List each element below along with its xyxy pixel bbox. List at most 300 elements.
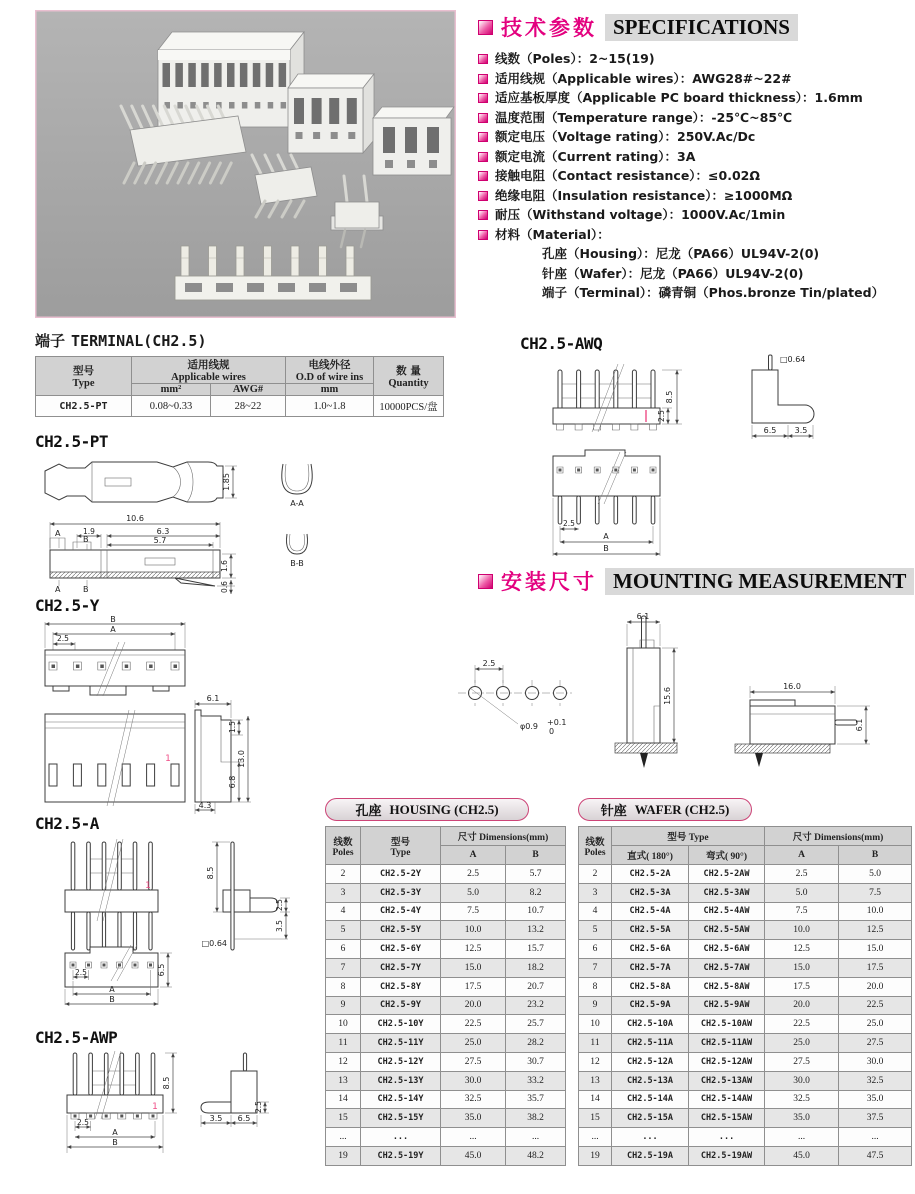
specifications-section — [478, 12, 915, 303]
cell-a: 2.5 — [441, 865, 506, 884]
marker-label: A — [55, 529, 61, 538]
col-header-qty: 数 量 Quantity — [374, 357, 444, 396]
cell-bent: CH2.5-6AW — [689, 940, 765, 959]
cell-straight: CH2.5-19A — [612, 1146, 689, 1165]
drawing-ch2-5-awp — [35, 1045, 335, 1192]
cell-b: ... — [839, 1128, 912, 1147]
a-side-view — [202, 842, 290, 950]
drawing-label-y: CH2.5-Y — [35, 596, 99, 615]
cell-poles: 11 — [579, 1034, 612, 1053]
dim-label: 13.0 — [237, 750, 246, 768]
dim-label: 2.5 — [563, 519, 575, 528]
table-row — [326, 883, 566, 902]
cell-poles: 4 — [326, 902, 361, 921]
table-row — [326, 940, 566, 959]
cell-straight: CH2.5-9A — [612, 996, 689, 1015]
dim-label: 1.9 — [83, 527, 95, 536]
mounting-drawing — [450, 596, 915, 796]
cell-straight: CH2.5-10A — [612, 1015, 689, 1034]
cell-straight: CH2.5-13A — [612, 1071, 689, 1090]
cell-b: 28.2 — [506, 1034, 566, 1053]
cell-poles: 3 — [579, 883, 612, 902]
cell-b: 30.7 — [506, 1052, 566, 1071]
col-header-b: B — [506, 846, 566, 865]
y-side-view — [195, 694, 251, 814]
bullet-square-icon — [478, 152, 488, 162]
cell-qty: 10000PCS/盘 — [374, 396, 444, 417]
dim-label: A — [110, 625, 116, 634]
col-header-dimensions: 尺寸 Dimensions(mm) — [441, 827, 566, 846]
table-row — [326, 1128, 566, 1147]
cell-type: CH2.5-11Y — [361, 1034, 441, 1053]
spec-item — [478, 186, 915, 206]
red-mark: 1 — [145, 881, 151, 891]
awp-side-view — [201, 1053, 269, 1127]
col-header-od: 电线外径 O.D of wire ins — [286, 357, 374, 384]
table-row — [579, 921, 912, 940]
cell-b: 20.7 — [506, 977, 566, 996]
cell-bent: CH2.5-12AW — [689, 1052, 765, 1071]
section-title-en: MOUNTING MEASUREMENT — [605, 568, 914, 595]
cell-type: CH2.5-6Y — [361, 940, 441, 959]
dim-label: 3.5 — [794, 426, 808, 435]
spec-item — [478, 225, 915, 245]
product-photo — [35, 10, 456, 318]
cell-poles: 9 — [579, 996, 612, 1015]
cell-b: 10.0 — [839, 902, 912, 921]
cell-bent: CH2.5-10AW — [689, 1015, 765, 1034]
col-header-bent: 弯式( 90°) — [689, 846, 765, 865]
cell-b: 35.0 — [839, 1090, 912, 1109]
cell-a: 10.0 — [441, 921, 506, 940]
table-row — [326, 1090, 566, 1109]
cell-b: ... — [506, 1128, 566, 1147]
wafer-pill-zh: 针座 — [600, 804, 627, 819]
cell-b: 22.5 — [839, 996, 912, 1015]
cell-straight: CH2.5-5A — [612, 921, 689, 940]
cell-poles: 7 — [326, 958, 361, 977]
spec-item-text: 适用线规（Applicable wires）：AWG28#~22# — [495, 70, 792, 86]
table-row — [326, 1146, 566, 1165]
cell-a: 20.0 — [441, 996, 506, 1015]
cell-bent: CH2.5-7AW — [689, 958, 765, 977]
y-top-view — [45, 615, 185, 696]
cell-poles: 12 — [326, 1052, 361, 1071]
bullet-square-icon — [478, 74, 488, 84]
cell-a: ... — [441, 1128, 506, 1147]
cell-awg: 28~22 — [211, 396, 286, 417]
dim-label: B — [109, 995, 115, 1004]
cell-straight: CH2.5-14A — [612, 1090, 689, 1109]
cell-a: 22.5 — [765, 1015, 839, 1034]
spec-item — [478, 108, 915, 128]
cell-poles: 11 — [326, 1034, 361, 1053]
cell-a: 35.0 — [765, 1109, 839, 1128]
cell-b: 35.7 — [506, 1090, 566, 1109]
cell-poles: 5 — [326, 921, 361, 940]
col-header-wires: 适用线规 Applicable wires — [132, 357, 286, 384]
housing-pill-zh: 孔座 — [355, 804, 382, 819]
dim-label: 6.5 — [237, 1114, 251, 1123]
cell-a: 45.0 — [765, 1146, 839, 1165]
cell-poles: 15 — [326, 1109, 361, 1128]
col-header-mm: mm — [286, 384, 374, 396]
dim-label: 6.1 — [206, 694, 220, 703]
cell-poles: 10 — [326, 1015, 361, 1034]
section-label: B-B — [290, 559, 304, 568]
cell-b: 15.0 — [839, 940, 912, 959]
cell-poles: 13 — [579, 1071, 612, 1090]
red-mark: 1 — [165, 754, 171, 764]
table-row — [579, 902, 912, 921]
table-row — [579, 940, 912, 959]
table-row — [326, 1109, 566, 1128]
section-label: A-A — [290, 499, 304, 508]
pt-section-aa — [282, 464, 312, 508]
bullet-square-icon — [478, 230, 488, 240]
table-row — [326, 996, 566, 1015]
col-header-type: 型号 Type — [36, 357, 132, 396]
cell-poles: 19 — [579, 1146, 612, 1165]
dim-label: 3.5 — [275, 920, 284, 932]
housing-table-body — [326, 865, 566, 1166]
bullet-square-icon — [478, 171, 488, 181]
dim-label: B — [112, 1138, 118, 1147]
table-row — [579, 1146, 912, 1165]
table-row — [326, 1052, 566, 1071]
housing-3pos-photo — [373, 107, 454, 175]
wafer-table-body — [579, 865, 912, 1166]
cell-a: 7.5 — [441, 902, 506, 921]
dim-label: 2.5 — [275, 899, 284, 911]
col-header-poles: 线数 Poles — [326, 827, 361, 865]
spec-item-text: 温度范围（Temperature range）：-25℃~85℃ — [495, 109, 793, 125]
dim-label: 0.6 — [220, 581, 229, 593]
cell-poles: ... — [579, 1128, 612, 1147]
cell-straight: CH2.5-6A — [612, 940, 689, 959]
table-row — [36, 396, 444, 417]
col-header-a: A — [441, 846, 506, 865]
spec-list — [478, 49, 915, 303]
table-row — [579, 865, 912, 884]
dim-label: 6.3 — [156, 527, 170, 536]
dim-label: 2.5 — [254, 1101, 263, 1113]
cell-type: CH2.5-10Y — [361, 1015, 441, 1034]
spec-item-text: 接触电阻（Contact resistance）：≤0.02Ω — [495, 168, 761, 183]
cell-a: 27.5 — [441, 1052, 506, 1071]
a-front-view — [65, 839, 158, 950]
cell-bent: CH2.5-3AW — [689, 883, 765, 902]
cell-bent: CH2.5-15AW — [689, 1109, 765, 1128]
mounting-side-view — [735, 682, 870, 767]
cell-a: 7.5 — [765, 902, 839, 921]
dim-label: 6.5 — [157, 963, 166, 977]
specifications-header — [478, 12, 915, 42]
dim-label: 6.8 — [228, 775, 237, 789]
table-row — [326, 1034, 566, 1053]
terminal-heading-en: TERMINAL(CH2.5) — [71, 332, 207, 350]
bullet-square-icon — [478, 191, 488, 201]
cell-b: 18.2 — [506, 958, 566, 977]
dim-label: 10.6 — [126, 514, 144, 523]
spec-material-sub: 端子（Terminal）：磷青铜（Phos.bronze Tin/plated） — [542, 285, 885, 300]
section-title-zh: 技术参数 — [501, 16, 597, 40]
cell-type: CH2.5-PT — [36, 396, 132, 417]
awp-front-view — [67, 1051, 177, 1153]
spec-item-text: 适应基板厚度（Applicable PC board thickness）：1.6mm — [495, 90, 863, 105]
dim-label: 1.5 — [228, 721, 237, 733]
cell-b: 13.2 — [506, 921, 566, 940]
cell-straight: ... — [612, 1128, 689, 1147]
cell-type: CH2.5-8Y — [361, 977, 441, 996]
cell-bent: ... — [689, 1128, 765, 1147]
spec-item — [478, 69, 915, 89]
housing-10pos-photo — [158, 32, 304, 127]
drawing-label-awp: CH2.5-AWP — [35, 1028, 118, 1047]
table-row — [326, 1015, 566, 1034]
cell-a: 25.0 — [765, 1034, 839, 1053]
cell-straight: CH2.5-15A — [612, 1109, 689, 1128]
bullet-square-icon — [478, 113, 488, 123]
cell-b: 27.5 — [839, 1034, 912, 1053]
a-bottom-view — [65, 945, 172, 1005]
dim-tolerance: +0.1 — [547, 718, 567, 727]
cell-a: 15.0 — [765, 958, 839, 977]
cell-a: 17.5 — [441, 977, 506, 996]
cell-poles: 15 — [579, 1109, 612, 1128]
cell-a: 2.5 — [765, 865, 839, 884]
col-header-awg: AWG# — [211, 384, 286, 396]
wafer-pill-en: WAFER (CH2.5) — [634, 801, 730, 817]
cell-poles: 6 — [326, 940, 361, 959]
dim-label: 16.0 — [783, 682, 801, 691]
cell-a: 35.0 — [441, 1109, 506, 1128]
cell-type: CH2.5-14Y — [361, 1090, 441, 1109]
pink-square-icon — [478, 20, 493, 35]
cell-poles: 8 — [579, 977, 612, 996]
cell-bent: CH2.5-13AW — [689, 1071, 765, 1090]
drawing-label-a: CH2.5-A — [35, 814, 99, 833]
dim-label: 4.3 — [198, 801, 212, 810]
cell-b: 33.2 — [506, 1071, 566, 1090]
spec-item-text: 线数（Poles）：2~15(19) — [495, 51, 655, 66]
table-row — [579, 1090, 912, 1109]
cell-a: 12.5 — [441, 940, 506, 959]
wafer-pill — [578, 798, 752, 821]
cell-bent: CH2.5-9AW — [689, 996, 765, 1015]
cell-b: 25.0 — [839, 1015, 912, 1034]
dim-label: 6.1 — [855, 718, 864, 732]
cell-b: 5.7 — [506, 865, 566, 884]
col-header-type: 型号 Type — [612, 827, 765, 846]
dim-label: B — [110, 615, 116, 624]
dim-label: 15.6 — [663, 687, 672, 705]
mounting-header — [478, 566, 914, 596]
drawing-label-pt: CH2.5-PT — [35, 432, 109, 451]
table-row — [326, 1071, 566, 1090]
cell-straight: CH2.5-11A — [612, 1034, 689, 1053]
drawing-ch2-5-awq — [520, 352, 915, 564]
cell-type: ... — [361, 1128, 441, 1147]
cell-poles: 13 — [326, 1071, 361, 1090]
cell-poles: 4 — [579, 902, 612, 921]
dim-label: 6.1 — [636, 612, 650, 621]
cell-a: 5.0 — [765, 883, 839, 902]
col-header-type: 型号 Type — [361, 827, 441, 865]
table-row — [326, 977, 566, 996]
cell-a: 32.5 — [441, 1090, 506, 1109]
cell-a: 17.5 — [765, 977, 839, 996]
spec-item-text: 耐压（Withstand voltage）：1000V.Ac/1min — [495, 207, 786, 222]
cell-poles: 3 — [326, 883, 361, 902]
cell-type: CH2.5-9Y — [361, 996, 441, 1015]
cell-bent: CH2.5-11AW — [689, 1034, 765, 1053]
table-row — [579, 1109, 912, 1128]
cell-type: CH2.5-12Y — [361, 1052, 441, 1071]
dim-label: φ0.9 — [520, 722, 538, 731]
cell-straight: CH2.5-3A — [612, 883, 689, 902]
col-header-b: B — [839, 846, 912, 865]
cell-b: 30.0 — [839, 1052, 912, 1071]
dim-label: A — [109, 985, 115, 994]
table-row — [579, 1071, 912, 1090]
dim-label: 2.5 — [77, 1118, 89, 1127]
table-row — [579, 1128, 912, 1147]
cell-type: CH2.5-3Y — [361, 883, 441, 902]
bullet-square-icon — [478, 132, 488, 142]
table-row — [579, 883, 912, 902]
cell-bent: CH2.5-14AW — [689, 1090, 765, 1109]
col-header-a: A — [765, 846, 839, 865]
col-header-straight: 直式( 180°) — [612, 846, 689, 865]
awq-bottom-view — [553, 450, 660, 556]
spec-item — [478, 205, 915, 225]
table-row — [326, 921, 566, 940]
dim-label: A — [603, 532, 609, 541]
dim-label: 8.5 — [162, 1076, 171, 1090]
dim-label: 5.7 — [153, 536, 167, 545]
spec-item-text: 绝缘电阻（Insulation resistance）：≥1000MΩ — [495, 187, 793, 203]
cell-a: 25.0 — [441, 1034, 506, 1053]
cell-poles: 6 — [579, 940, 612, 959]
cell-straight: CH2.5-7A — [612, 958, 689, 977]
cell-a: 32.5 — [765, 1090, 839, 1109]
cell-b: 20.0 — [839, 977, 912, 996]
housing-4pos-photo — [288, 74, 374, 153]
cell-a: 12.5 — [765, 940, 839, 959]
table-row — [579, 996, 912, 1015]
cell-b: 7.5 — [839, 883, 912, 902]
cell-b: 32.5 — [839, 1071, 912, 1090]
pt-side-view — [45, 462, 237, 502]
spec-material-sub: 针座（Wafer）：尼龙（PA66）UL94V-2(0) — [542, 265, 804, 281]
terminal-table — [35, 356, 444, 417]
section-title-en: SPECIFICATIONS — [605, 14, 798, 41]
cell-straight: CH2.5-12A — [612, 1052, 689, 1071]
cell-type: CH2.5-15Y — [361, 1109, 441, 1128]
spec-item — [478, 127, 915, 147]
cell-type: CH2.5-19Y — [361, 1146, 441, 1165]
wafer-table — [578, 826, 912, 1166]
cell-type: CH2.5-13Y — [361, 1071, 441, 1090]
cell-type: CH2.5-5Y — [361, 921, 441, 940]
cell-a: ... — [765, 1128, 839, 1147]
dim-label: □0.64 — [780, 355, 806, 364]
mounting-peg — [755, 753, 763, 767]
cell-bent: CH2.5-5AW — [689, 921, 765, 940]
drawing-ch2-5-a — [35, 831, 335, 1013]
cell-a: 22.5 — [441, 1015, 506, 1034]
cell-b: 23.2 — [506, 996, 566, 1015]
dim-label: 2.5 — [57, 634, 69, 643]
cell-poles: 14 — [326, 1090, 361, 1109]
spec-item — [478, 166, 915, 186]
dim-label: 8.5 — [206, 866, 215, 880]
spec-item — [478, 88, 915, 108]
table-row — [579, 1015, 912, 1034]
dim-label: 1.6 — [220, 560, 229, 572]
cell-poles: 12 — [579, 1052, 612, 1071]
y-front-view — [45, 710, 185, 806]
cell-type: CH2.5-2Y — [361, 865, 441, 884]
table-row — [579, 1052, 912, 1071]
dim-label: B — [603, 544, 609, 553]
awq-side-view — [752, 355, 814, 439]
dim-label: 8.5 — [665, 390, 674, 404]
awq-front-view — [553, 364, 682, 432]
terminal-heading-zh: 端子 — [35, 332, 66, 350]
cell-b: 5.0 — [839, 865, 912, 884]
cell-b: 12.5 — [839, 921, 912, 940]
cell-a: 10.0 — [765, 921, 839, 940]
cell-b: 38.2 — [506, 1109, 566, 1128]
spec-item-text: 额定电流（Current rating）：3A — [495, 148, 696, 164]
cell-bent: CH2.5-2AW — [689, 865, 765, 884]
marker-label: A — [55, 585, 61, 594]
section-title-zh: 安装尺寸 — [501, 570, 597, 594]
cell-poles: 2 — [326, 865, 361, 884]
cell-a: 30.0 — [765, 1071, 839, 1090]
spec-item — [478, 147, 915, 167]
dim-label: 3.5 — [209, 1114, 223, 1123]
mounting-front-view — [615, 612, 678, 768]
housing-pill — [325, 798, 529, 821]
cell-poles: 10 — [579, 1015, 612, 1034]
spec-item — [478, 49, 915, 69]
dim-label: □0.64 — [201, 939, 227, 948]
cell-b: 10.7 — [506, 902, 566, 921]
spec-material-sub: 孔座（Housing）：尼龙（PA66）UL94V-2(0) — [542, 246, 820, 261]
table-row — [326, 865, 566, 884]
table-row — [326, 958, 566, 977]
cell-bent: CH2.5-19AW — [689, 1146, 765, 1165]
dim-label: 1.85 — [222, 473, 231, 491]
cell-poles: 19 — [326, 1146, 361, 1165]
cell-straight: CH2.5-2A — [612, 865, 689, 884]
dim-label: 2.5 — [482, 659, 496, 668]
drawing-ch2-5-pt — [35, 450, 335, 595]
marker-label: B — [83, 585, 89, 594]
dim-label: A — [112, 1128, 118, 1137]
pt-section-bb — [286, 534, 307, 568]
table-row — [326, 902, 566, 921]
cell-od: 1.0~1.8 — [286, 396, 374, 417]
cell-poles: 7 — [579, 958, 612, 977]
cell-b: 48.2 — [506, 1146, 566, 1165]
cell-b: 47.5 — [839, 1146, 912, 1165]
spec-item-text: 额定电压（Voltage rating）：250V.Ac/Dc — [495, 129, 756, 144]
cell-b: 17.5 — [839, 958, 912, 977]
